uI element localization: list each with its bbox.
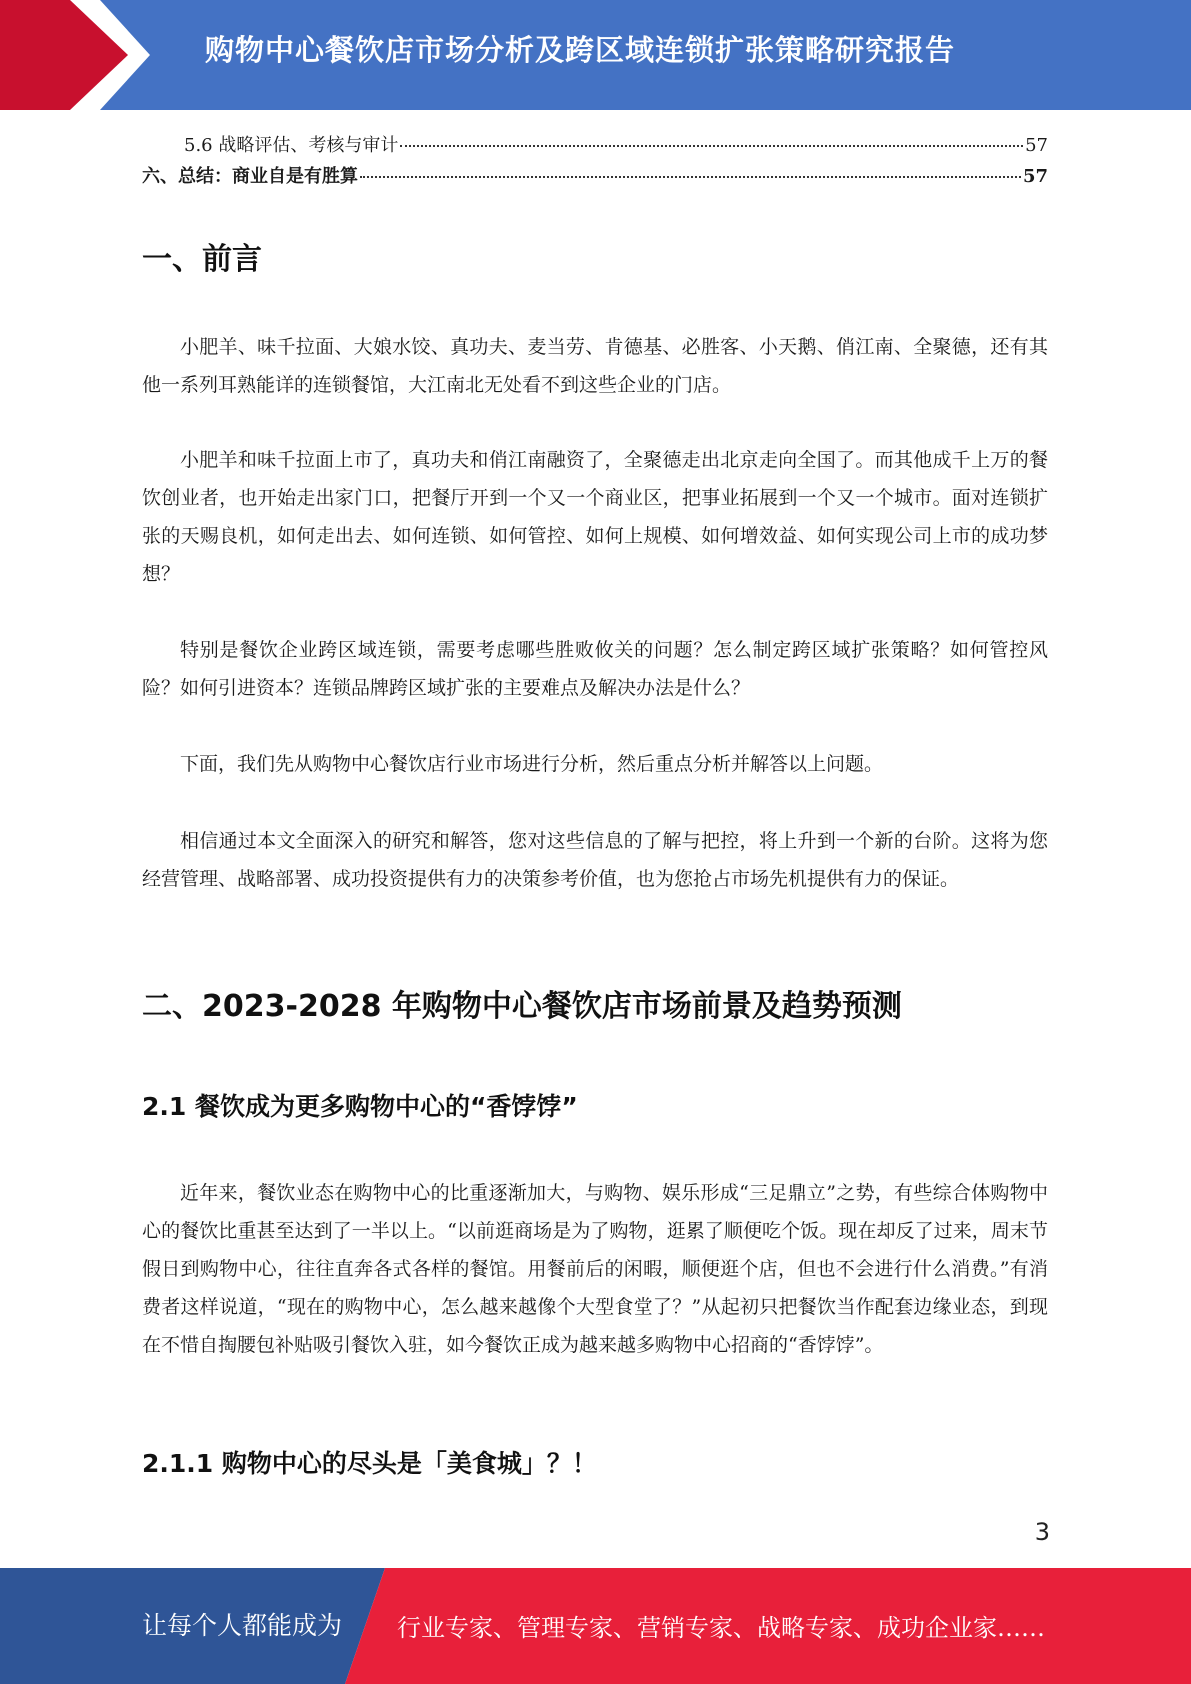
toc-entry[interactable] [184,131,1048,157]
page-header [0,0,1191,110]
paragraph: 特别是餐饮企业跨区域连锁，需要考虑哪些胜败攸关的问题？怎么制定跨区域扩张策略？如何管控风险？如何引进资本？连锁品牌跨区域扩张的主要难点及解决办法是什么？ [142,639,1048,699]
toc-dot-leader [400,145,1023,147]
heading-outlook: 二、2023-2028 年购物中心餐饮店市场前景及趋势预测 [142,989,902,1024]
toc-entry-page: 57 [1022,166,1048,187]
heading-dining: 2.1 餐饮成为更多购物中心的“香饽饽” [142,1092,578,1121]
report-title: 购物中心餐饮店市场分析及跨区域连锁扩张策略研究报告 [205,33,956,67]
page-number: 3 [1034,1518,1050,1546]
toc-entry-page: 57 [1025,135,1048,156]
heading-foodcourt: 2.1.1 购物中心的尽头是「美食城」？！ [142,1449,597,1478]
paragraph: 近年来，餐饮业态在购物中心的比重逐渐加大，与购物、娱乐形成“三足鼎立”之势，有些综合体购物中心的餐饮比重甚至达到了一半以上。“以前逛商场是为了购物，逛累了顺便吃个饭。现在却反了过来，周末节假日到购物中心，往往直奔各式各样的餐馆。用餐前后的闲暇，顺便逛个店，但也不会进行什么消费。”有消费者这样说道，“现在的购物中心，怎么越来越像个大型食堂了？”从起初只把餐饮当作配套边缘业态，到现在不惜自掏腰包补贴吸引餐饮入驻，如今餐饮正成为越来越多购物中心招商的“香饽饽”。 [142,1182,1048,1356]
page-footer [0,1568,1191,1684]
heading-foreword: 一、前言 [142,242,262,277]
paragraph: 小肥羊、味千拉面、大娘水饺、真功夫、麦当劳、肯德基、必胜客、小天鹅、俏江南、全聚德，还有其他一系列耳熟能详的连锁餐馆，大江南北无处看不到这些企业的门店。 [142,336,1048,396]
footer-slogan-right: 行业专家、管理专家、营销专家、战略专家、成功企业家…… [397,1614,1045,1642]
toc-entry-label: 5.6 战略评估、考核与审计 [184,135,399,156]
toc-dot-leader [360,176,1021,178]
toc-entry[interactable] [142,162,1048,188]
paragraph: 下面，我们先从购物中心餐饮店行业市场进行分析，然后重点分析并解答以上问题。 [180,753,884,775]
toc-entry-label: 六、总结：商业自是有胜算 [142,166,358,187]
header-arrow-accent [0,0,160,110]
footer-slogan-left: 让每个人都能成为 [142,1611,343,1640]
paragraph: 小肥羊和味千拉面上市了，真功夫和俏江南融资了，全聚德走出北京走向全国了。而其他成千上万的餐饮创业者，也开始走出家门口，把餐厅开到一个又一个商业区，把事业拓展到一个又一个城市。面对连锁扩张的天赐良机，如何走出去、如何连锁、如何管控、如何上规模、如何增效益、如何实现公司上市的成功梦想？ [142,449,1048,585]
paragraph: 相信通过本文全面深入的研究和解答，您对这些信息的了解与把控，将上升到一个新的台阶。这将为您经营管理、战略部署、成功投资提供有力的决策参考价值，也为您抢占市场先机提供有力的保证。 [142,830,1048,890]
